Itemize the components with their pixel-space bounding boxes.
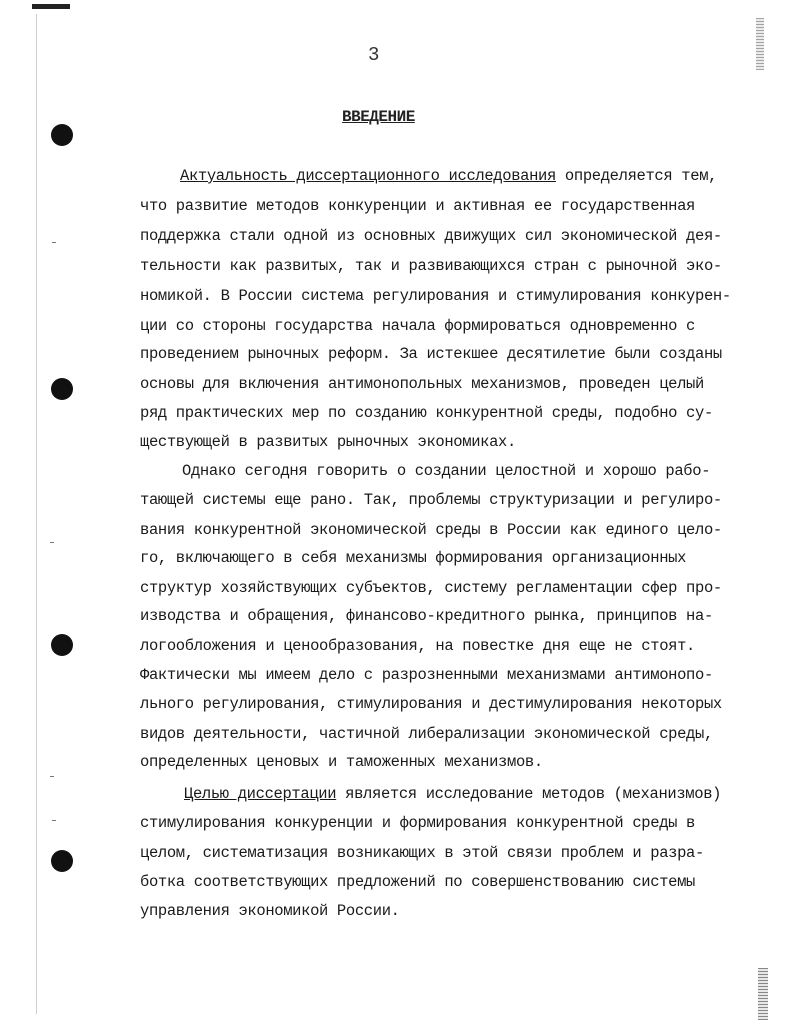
text-line: Однако сегодня говорить о создании целостной и хорошо рабо- [182,462,711,480]
margin-mark [50,542,54,543]
text-line: структур хозяйствующих субъектов, систему регламентации сфер про- [140,579,722,597]
text-line: номикой. В России система регулирования и стимулирования конкурен- [140,287,731,305]
text-line: управления экономикой России. [140,902,400,920]
underlined-phrase: Актуальность диссертационного исследования [180,167,556,185]
punch-hole [51,378,73,400]
text-line: Целью диссертации является исследование методов (механизмов) [184,785,722,803]
text-line: изводства и обращения, финансово-кредитного рынка, принципов на- [140,607,713,625]
text-line: Актуальность диссертационного исследования определяется тем, [180,167,718,185]
punch-hole [51,124,73,146]
text-line: вания конкурентной экономической среды в России как единого цело- [140,521,722,539]
text-line: стимулирования конкуренции и формирования конкурентной среды в [140,814,695,832]
text-line: ряд практических мер по созданию конкурентной среды, подобно су- [140,404,713,422]
text-line: ществующей в развитых рыночных экономиках. [140,433,516,451]
scan-artifact-bottom-right [758,968,768,1020]
section-heading: ВВЕДЕНИЕ [342,108,415,126]
underlined-phrase: Целью диссертации [184,785,337,803]
punch-hole [51,850,73,872]
scan-artifact-top-right [756,18,764,70]
scan-artifact-bar [32,4,70,9]
punch-hole [51,634,73,656]
text-line: определенных ценовых и таможенных механизмов. [140,753,543,771]
text-line: го, включающего в себя механизмы формирования организационных [140,549,687,567]
text-line: тельности как развитых, так и развивающихся стран с рыночной эко- [140,257,722,275]
text-line: основы для включения антимонопольных механизмов, проведен целый [140,375,704,393]
text-line: ботка соответствующих предложений по совершенствованию системы [140,873,695,891]
text-line: тающей системы еще рано. Так, проблемы структуризации и регулиро- [140,491,722,509]
margin-mark [50,776,54,777]
margin-mark [52,820,56,821]
page-number: 3 [368,44,380,66]
text-line: логообложения и ценообразования, на повестке дня еще не стоят. [140,637,695,655]
text-line: видов деятельности, частичной либерализации экономической среды, [140,725,713,743]
text-line: целом, систематизация возникающих в этой связи проблем и разра- [140,844,704,862]
text-line: ции со стороны государства начала формироваться одновременно с [140,317,695,335]
text-line: проведением рыночных реформ. За истекшее десятилетие были созданы [140,345,722,363]
left-margin-line [36,14,37,1014]
text-line: поддержка стали одной из основных движущих сил экономической дея- [140,227,722,245]
text-line: что развитие методов конкуренции и активная ее государственная [140,197,695,215]
margin-mark [52,242,56,243]
text-line: Фактически мы имеем дело с разрозненными механизмами антимонопо- [140,666,713,684]
text-line: льного регулирования, стимулирования и дестимулирования некоторых [140,695,722,713]
